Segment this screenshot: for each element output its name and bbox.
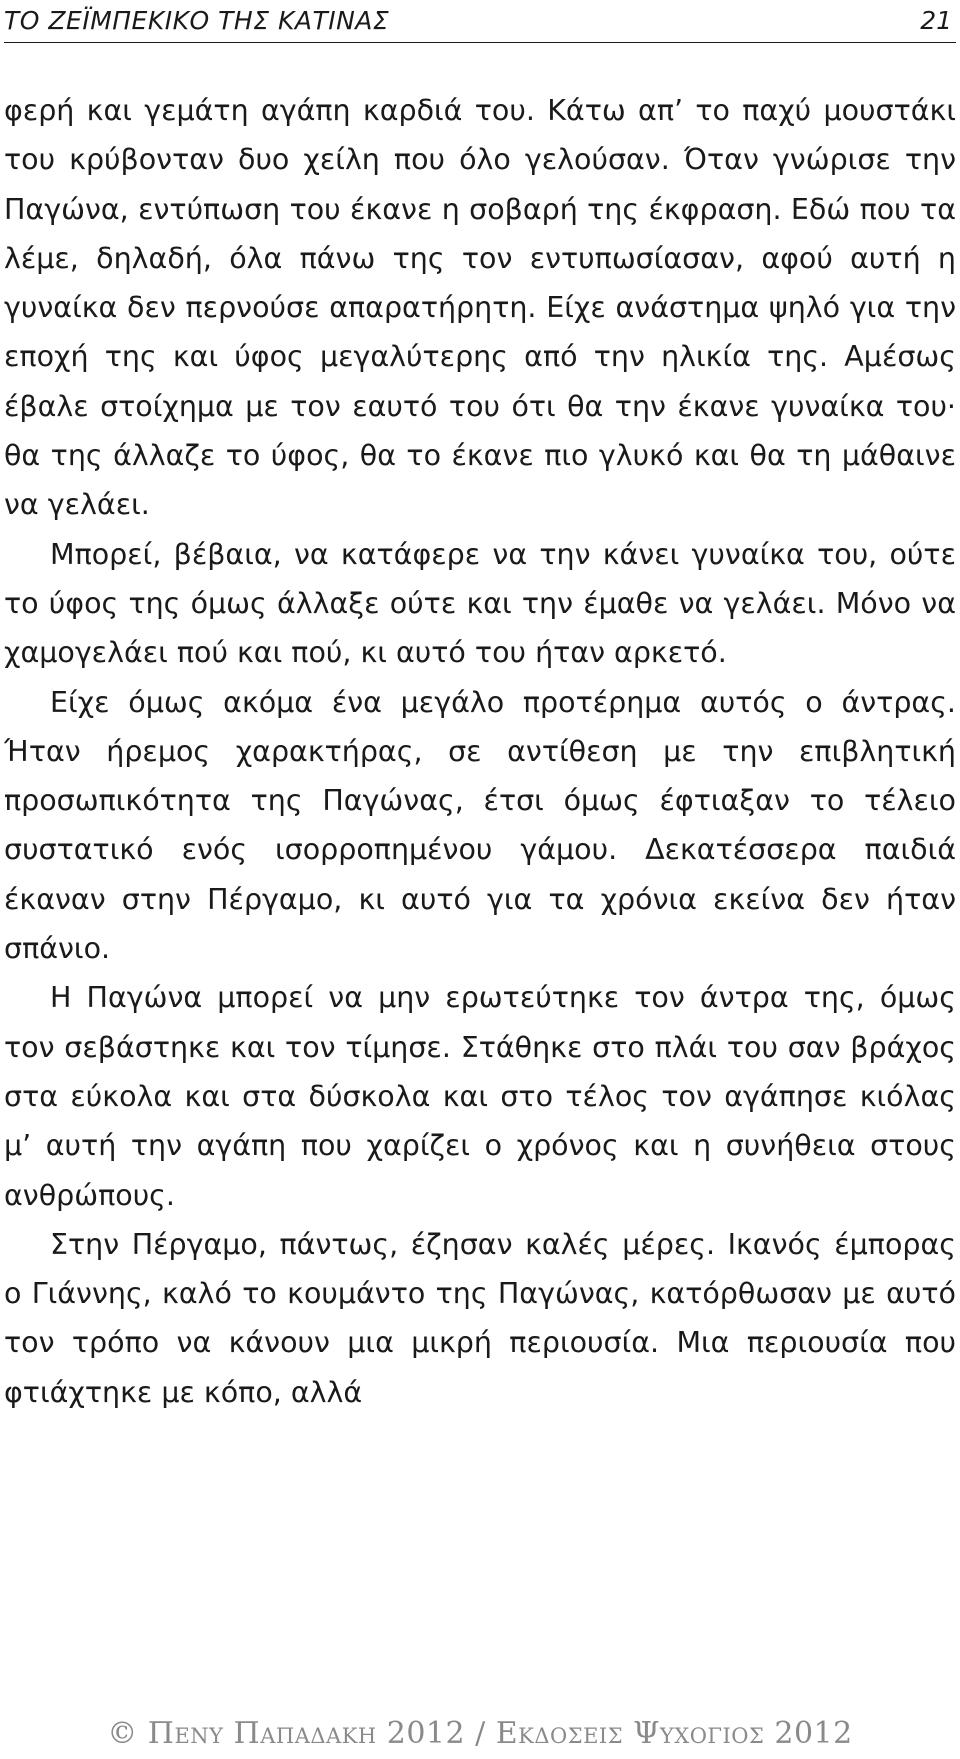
running-title: ΤΟ ΖΕΪΜΠΕΚΙΚΟ ΤΗΣ ΚΑΤΙΝΑΣ (4, 6, 390, 35)
paragraph: Μπορεί, βέβαια, να κατάφερε να την κάνει γυναίκα του, ούτε το ύφος της όμως άλλαξε ούτε και την έμαθε να γελάει. Μόνο να χαμογελάει πού και πού, κι αυτό του ήταν αρκετό. (4, 537, 956, 670)
body-text (4, 86, 956, 1417)
paragraph: Η Παγώνα μπορεί να μην ερωτεύτηκε τον άντρα της, όμως τον σεβάστηκε και τον τίμησε. Στάθηκε στο πλάι του σαν βράχος στα εύκολα και στα δύσκολα και στο τέλος τον αγάπησε κιόλας μ’ αυτή την αγάπη που χαρίζει ο χρόνος και η συνήθεια στους ανθρώπους. (4, 981, 956, 1212)
running-header (4, 0, 956, 43)
paragraph: Είχε όμως ακόμα ένα μεγάλο προτέρημα αυτός ο άντρας. Ήταν ήρεμος χαρακτήρας, σε αντίθεση με την επιβλητική προσωπικότητα της Παγώνας, έτσι όμως έφτιαξαν το τέλειο συστατικό ενός ισορροπημένου γάμου. Δεκατέσσερα παιδιά έκαναν στην Πέργαμο, κι αυτό για τα χρόνια εκείνα δεν ήταν σπάνιο. (4, 685, 956, 966)
paragraph: Στην Πέργαμο, πάντως, έζησαν καλές μέρες. Ικανός έμπορας ο Γιάννης, καλό το κουμάντο της Παγώνας, κατόρθωσαν με αυτό τον τρόπο να κάνουν μια μικρή περιουσία. Μια περιουσία που φτιάχτηκε με κόπο, αλλά (4, 1227, 956, 1409)
paragraph: φερή και γεμάτη αγάπη καρδιά του. Κάτω απ’ το παχύ μουστάκι του κρύβονταν δυο χείλη που όλο γελούσαν. Όταν γνώρισε την Παγώνα, εντύπωση του έκανε η σοβαρή της έκφραση. Εδώ που τα λέμε, δηλαδή, όλα πάνω της τον εντυπωσίασαν, αφού αυτή η γυναίκα δεν περνούσε απαρατήρητη. Είχε ανάστημα ψηλό για την εποχή της και ύφος μεγαλύτερης από την ηλικία της. Αμέσως έβαλε στοίχημα με τον εαυτό του ότι θα την έκανε γυναίκα του· θα της άλλαζε το ύφος, θα το έκανε πιο γλυκό και θα τη μάθαινε να γελάει. (4, 94, 956, 522)
copyright-footer: © Πενυ Παπαδακη 2012 / Εκδοσεις Ψυχογιος 2012 (107, 1716, 853, 1751)
page-number: 21 (920, 6, 952, 35)
